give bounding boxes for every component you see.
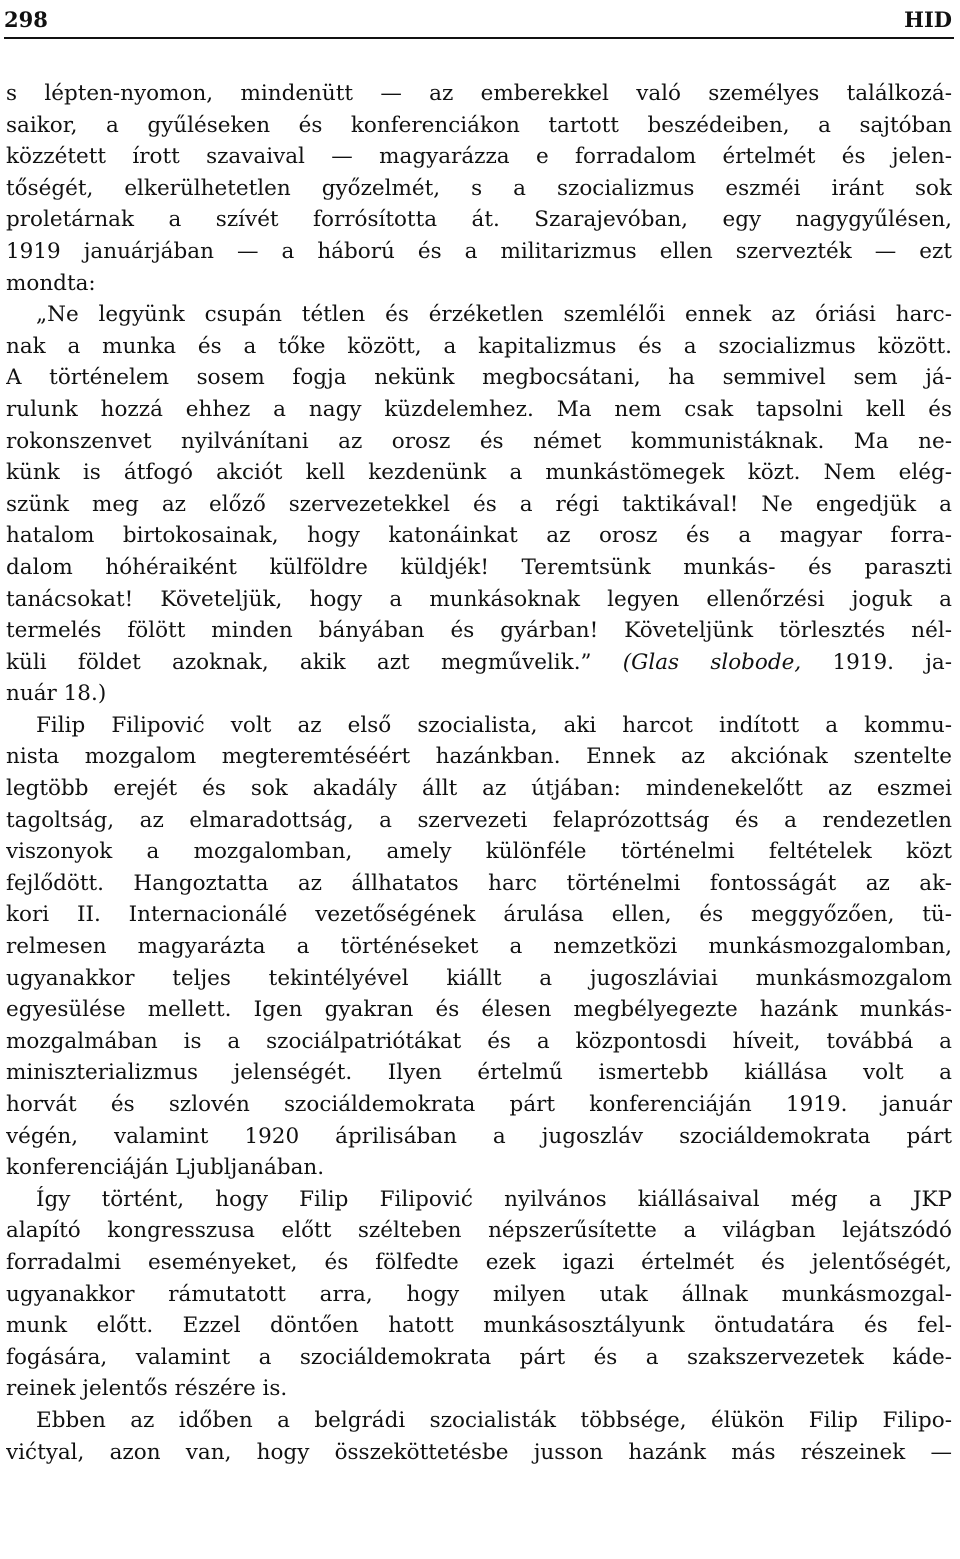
text-line-content: reinek jelentős részére is.	[6, 1376, 288, 1402]
text-line-content: horvát és szlovén szociáldemokrata párt konferenciáján 1919. január	[6, 1092, 952, 1117]
text-line	[6, 173, 952, 205]
text-line-content: tagoltság, az elmaradottság, a szervezeti felaprózottság és a rendezetlen	[6, 807, 952, 833]
text-line-content: viszonyok a mozgalomban, amely különféle történelmi feltételek közt	[6, 839, 952, 865]
text-line-content: nuár 18.)	[6, 681, 107, 707]
text-line-content: mozgalmában is a szociálpatriótákat és a központosdi híveit, továbbá a	[6, 1028, 952, 1054]
text-line	[6, 236, 952, 268]
text-line	[6, 678, 952, 710]
header-rule	[4, 37, 954, 39]
text-line	[6, 836, 952, 868]
text-line	[6, 426, 952, 458]
text-line-content: végén, valamint 1920 áprilisában a jugoszláv szociáldemokrata párt	[6, 1123, 952, 1149]
text-line	[6, 1247, 952, 1279]
text-line	[6, 868, 952, 900]
text-line-content: tanácsokat! Követeljük, hogy a munkásoknak legyen ellenőrzési joguk a	[6, 586, 952, 612]
text-line	[6, 299, 952, 331]
text-line-content: Ebben az időben a belgrádi szocialisták többsége, élükön Filip Filipo-	[36, 1407, 952, 1433]
text-line	[6, 141, 952, 173]
text-line-content: fejlődött. Hangoztatta az állhatatos harc történelmi fontosságát az ak-	[6, 870, 952, 896]
text-line-content: forradalmi eseményeket, és fölfedte ezek igazi értelmét és jelentőségét,	[6, 1249, 952, 1275]
text-line-content: munk előtt. Ezzel döntően hatott munkásosztályunk öntudatára és fel-	[6, 1313, 952, 1339]
text-line	[6, 78, 952, 110]
text-line	[6, 1089, 952, 1121]
text-line	[6, 394, 952, 426]
text-line-content: „Ne legyünk csupán tétlen és érzéketlen szemlélői ennek az óriási harc-	[36, 302, 952, 328]
text-line	[6, 1121, 952, 1153]
text-line	[6, 1279, 952, 1311]
text-line	[6, 615, 952, 647]
text-line-content: Így történt, hogy Filip Filipović nyilvános kiállásaival még a JKP	[36, 1186, 952, 1212]
text-line	[6, 1405, 952, 1437]
text-line	[6, 1026, 952, 1058]
text-line	[6, 773, 952, 805]
text-line-content: hatalom birtokosainak, hogy katonáinkat az orosz és a magyar forra-	[6, 523, 952, 549]
text-line	[6, 931, 952, 963]
text-line-content: s lépten-nyomon, mindenütt — az emberekkel való személyes találkozá-	[6, 81, 952, 106]
citation-source: (Glas slobode,	[622, 649, 802, 675]
text-line-content: A történelem sosem fogja nekünk megbocsátani, ha semmivel sem já-	[6, 365, 952, 391]
text-line	[6, 268, 952, 300]
text-line-content: mondta:	[6, 270, 96, 296]
text-line	[6, 994, 952, 1026]
text-line-content: miniszterializmus jelenségét. Ilyen értelmű ismertebb kiállása volt a	[6, 1060, 952, 1086]
text-line	[6, 647, 952, 679]
body-text	[6, 78, 952, 1468]
running-title: HID	[904, 6, 952, 32]
text-line	[6, 331, 952, 363]
text-line	[6, 1215, 952, 1247]
text-line-content: legtöbb erejét és sok akadály állt az útjában: mindenekelőtt az eszmei	[6, 776, 952, 802]
text-line-content: relmesen magyarázta a történéseket a nemzetközi munkásmozgalomban,	[6, 934, 952, 960]
text-line-content: egyesülése mellett. Igen gyakran és élesen megbélyegezte hazánk munkás-	[6, 997, 952, 1023]
text-line-content: tőségét, elkerülhetetlen győzelmét, s a szocializmus eszméi iránt sok	[6, 175, 952, 201]
text-line-content: rulunk hozzá ehhez a nagy küzdelemhez. Ma nem csak tapsolni kell és	[6, 396, 952, 422]
text-line-content: nista mozgalom megteremtéséért hazánkban. Ennek az akciónak szentelte	[6, 744, 952, 770]
running-head	[4, 4, 952, 34]
text-line	[6, 1437, 952, 1469]
text-line	[6, 552, 952, 584]
text-line	[6, 362, 952, 394]
page-number: 298	[4, 6, 48, 32]
text-line	[6, 584, 952, 616]
text-line	[6, 204, 952, 236]
text-line	[6, 1342, 952, 1374]
text-line	[6, 489, 952, 521]
text-line-content: ugyanakkor teljes tekintélyével kiállt a jugoszláviai munkásmozgalom	[6, 965, 952, 991]
text-line	[6, 1184, 952, 1216]
text-line-content: 1919. ja-	[801, 649, 952, 675]
text-line	[6, 899, 952, 931]
text-line-content: künk is átfogó akciót kell kezdenünk a munkástömegek közt. Nem elég-	[6, 460, 952, 486]
text-line-content: termelés fölött minden bányában és gyárban! Követeljünk törlesztés nél-	[6, 618, 952, 644]
text-line	[6, 110, 952, 142]
text-line-content: dalom hóhéraiként külföldre küldjék! Teremtsünk munkás- és paraszti	[6, 554, 952, 580]
text-line	[6, 1152, 952, 1184]
text-line	[6, 457, 952, 489]
text-line	[6, 963, 952, 995]
text-line-content: közzétett írott szavaival — magyarázza e forradalom értelmét és jelen-	[6, 144, 952, 170]
text-line-content: szünk meg az előző szervezetekkel és a régi taktikával! Ne engedjük a	[6, 491, 952, 517]
text-line-content: saikor, a gyűléseken és konferenciákon tartott beszédeiben, a sajtóban	[6, 112, 952, 138]
text-line-content: Filip Filipović volt az első szocialista, aki harcot indított a kommu-	[36, 712, 952, 738]
text-line-content: alapító kongresszusa előtt szélteben népszerűsítette a világban lejátszódó	[6, 1218, 952, 1244]
text-line-content: ugyanakkor rámutatott arra, hogy milyen utak állnak munkásmozgal-	[6, 1281, 952, 1307]
text-line	[6, 710, 952, 742]
text-line	[6, 741, 952, 773]
text-line-content: fogására, valamint a szociáldemokrata párt és a szakszervezetek káde-	[6, 1344, 952, 1370]
text-line-content: kori II. Internacionálé vezetőségének árulása ellen, és meggyőzően, tü-	[6, 902, 952, 928]
text-line-content: proletárnak a szívét forrósította át. Szarajevóban, egy nagygyűlésen,	[6, 207, 952, 233]
text-line-content: 1919 januárjában — a háború és a militarizmus ellen szervezték — ezt	[6, 238, 952, 264]
text-line-content: vićtyal, azon van, hogy összeköttetésbe jusson hazánk más részeinek —	[6, 1439, 952, 1465]
text-line	[6, 1373, 952, 1405]
text-line-content: nak a munka és a tőke között, a kapitalizmus és a szocializmus között.	[6, 333, 952, 359]
text-line	[6, 1310, 952, 1342]
text-line-content: rokonszenvet nyilvánítani az orosz és német kommunistáknak. Ma ne-	[6, 428, 952, 454]
text-line	[6, 805, 952, 837]
text-line	[6, 1057, 952, 1089]
text-line	[6, 520, 952, 552]
text-line-content: konferenciáján Ljubljanában.	[6, 1155, 325, 1181]
text-line-content: küli földet azoknak, akik azt megművelik.”	[6, 649, 623, 675]
